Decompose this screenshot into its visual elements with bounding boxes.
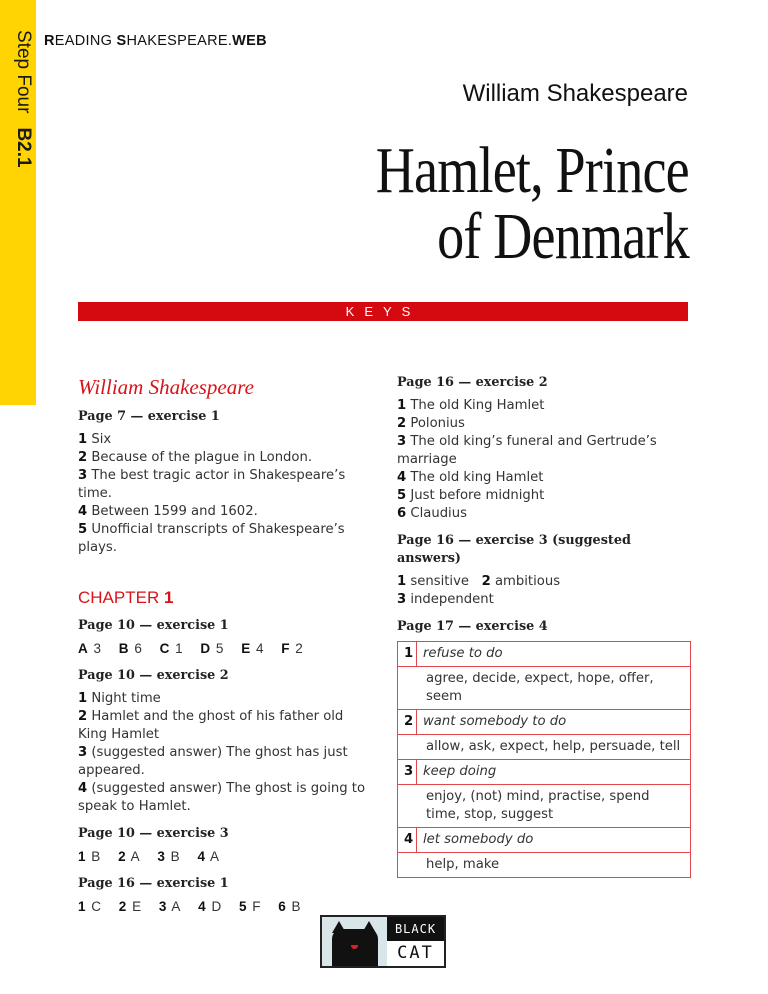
row-number: 4 bbox=[398, 828, 417, 853]
exercise-p7-1 bbox=[78, 408, 368, 557]
row-number: 1 bbox=[398, 642, 417, 667]
title-line-1: Hamlet, Prince bbox=[375, 134, 689, 207]
answer-line: 3 (suggested answer) The ghost has just appeared. bbox=[78, 745, 348, 778]
level-code: B2.1 bbox=[13, 127, 34, 168]
pattern-category: let somebody do bbox=[417, 828, 691, 853]
answer-line: A 3 B 6 C 1 D 5 E 4 F 2 bbox=[78, 641, 304, 656]
keys-banner: KEYS bbox=[78, 302, 688, 321]
row-number: 3 bbox=[398, 760, 417, 785]
answer-line: 4 The old king Hamlet bbox=[397, 470, 544, 485]
table-row bbox=[398, 642, 691, 667]
pattern-verbs: agree, decide, expect, hope, offer, seem bbox=[398, 667, 691, 710]
brand-initial-s: S bbox=[116, 33, 127, 49]
exercise-p16-1 bbox=[78, 875, 368, 916]
brand-text-1: EADING bbox=[54, 33, 117, 49]
logo-word-black: BLACK bbox=[387, 917, 444, 941]
exercise-p10-1 bbox=[78, 617, 368, 658]
table-row bbox=[398, 735, 691, 760]
pattern-category: refuse to do bbox=[417, 642, 691, 667]
brand-initial-r: R bbox=[44, 33, 55, 49]
author-name: William Shakespeare bbox=[462, 80, 688, 107]
black-cat-logo bbox=[320, 915, 446, 968]
answer-line: 2 Polonius bbox=[397, 416, 465, 431]
exercise-p10-2 bbox=[78, 667, 368, 816]
exercise-p16-2 bbox=[397, 374, 690, 523]
row-number: 2 bbox=[398, 710, 417, 735]
logo-wordmark bbox=[387, 917, 444, 966]
answer-line: 4 Between 1599 and 1602. bbox=[78, 504, 258, 519]
exercise-heading: Page 7 — exercise 1 bbox=[78, 409, 220, 424]
answer-line: 6 Claudius bbox=[397, 506, 467, 521]
exercise-heading: Page 10 — exercise 3 bbox=[78, 826, 229, 841]
answer-line: 1 Night time bbox=[78, 691, 161, 706]
pattern-category: want somebody to do bbox=[417, 710, 691, 735]
cat-icon bbox=[322, 917, 387, 966]
exercise-heading: Page 17 — exercise 4 bbox=[397, 619, 548, 634]
pattern-verbs: enjoy, (not) mind, practise, spend time, stop, suggest bbox=[398, 785, 691, 828]
step-label: Step Four bbox=[13, 30, 34, 114]
answer-line: 1 B 2 A 3 B 4 A bbox=[78, 849, 220, 864]
brand-web: WEB bbox=[232, 33, 267, 49]
exercise-p16-3 bbox=[397, 532, 690, 609]
book-title bbox=[375, 134, 689, 273]
answer-line: 3 independent bbox=[397, 592, 494, 607]
answer-line: 1 Six bbox=[78, 432, 112, 447]
exercise-p10-3 bbox=[78, 825, 368, 866]
pattern-verbs: allow, ask, expect, help, persuade, tell bbox=[398, 735, 691, 760]
section-title: William Shakespeare bbox=[78, 375, 254, 399]
answer-line: 5 Unofficial transcripts of Shakespeare’s plays. bbox=[78, 522, 345, 555]
exercise-heading: Page 10 — exercise 2 bbox=[78, 668, 229, 683]
left-column bbox=[78, 374, 368, 925]
exercise-heading: Page 10 — exercise 1 bbox=[78, 618, 229, 633]
exercise-heading: Page 16 — exercise 3 (suggested answers) bbox=[397, 533, 631, 566]
answer-line: 1 sensitive 2 ambitious bbox=[397, 574, 561, 589]
table-row bbox=[398, 785, 691, 828]
answer-line: 2 Hamlet and the ghost of his father old King Hamlet bbox=[78, 709, 344, 742]
exercise-heading: Page 16 — exercise 2 bbox=[397, 375, 548, 390]
brand-text-2: HAKESPEARE. bbox=[126, 33, 233, 49]
series-brand bbox=[44, 33, 267, 49]
verb-pattern-table bbox=[397, 641, 691, 878]
pattern-verbs: help, make bbox=[398, 853, 691, 878]
answer-line: 4 (suggested answer) The ghost is going to speak to Hamlet. bbox=[78, 781, 366, 814]
answer-line: 3 The old king’s funeral and Gertrude’s marriage bbox=[397, 434, 657, 467]
title-line-2: of Denmark bbox=[437, 200, 689, 273]
logo-word-cat: CAT bbox=[387, 941, 444, 966]
table-row bbox=[398, 853, 691, 878]
table-row bbox=[398, 667, 691, 710]
table-row bbox=[398, 760, 691, 785]
answer-line: 1 C 2 E 3 A 4 D 5 F 6 B bbox=[78, 899, 302, 914]
level-label bbox=[12, 30, 34, 168]
exercise-heading: Page 16 — exercise 1 bbox=[78, 876, 229, 891]
answer-line: 3 The best tragic actor in Shakespeare’s time. bbox=[78, 468, 346, 501]
table-row bbox=[398, 828, 691, 853]
answer-line: 2 Because of the plague in London. bbox=[78, 450, 313, 465]
pattern-category: keep doing bbox=[417, 760, 691, 785]
exercise-p17-4 bbox=[397, 618, 690, 878]
chapter-heading: CHAPTER 1 bbox=[78, 588, 174, 607]
side-strip bbox=[0, 0, 36, 405]
right-column bbox=[397, 374, 690, 887]
answer-line: 1 The old King Hamlet bbox=[397, 398, 545, 413]
table-row bbox=[398, 710, 691, 735]
answer-line: 5 Just before midnight bbox=[397, 488, 545, 503]
